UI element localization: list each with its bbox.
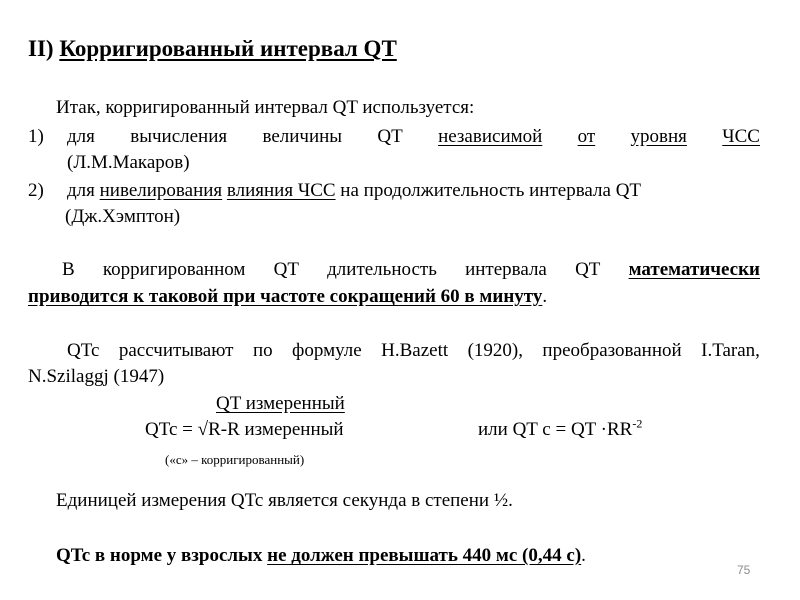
para2-word: формуле xyxy=(292,340,362,361)
unit-line: Единицей измерения QTc является секунда в степени ½. xyxy=(56,490,513,511)
para1-line1 xyxy=(62,258,760,282)
formula-alternative xyxy=(478,418,642,442)
formula-alt-text: или QT c = QT ·RR xyxy=(478,419,633,440)
list-item-1-line xyxy=(67,125,760,149)
list-item-2-underlined-2: влияния ЧСС xyxy=(226,180,336,201)
list-item-1-underlined-word: от xyxy=(577,126,596,147)
title-prefix: II) xyxy=(28,36,54,61)
formula-denominator: R-R измеренный xyxy=(208,419,344,440)
para1-word: В xyxy=(62,259,75,280)
title-text: Корригированный интервал QT xyxy=(59,36,397,61)
para1-word: QT xyxy=(575,259,601,280)
norm-line xyxy=(56,544,586,568)
norm-bold-underlined: не должен превышать 440 мс (0,44 с) xyxy=(267,545,582,566)
para2-line1 xyxy=(67,339,760,363)
para1-end: . xyxy=(542,286,548,307)
para2-line2: N.Szilaggj (1947) xyxy=(28,366,165,387)
list-item-1-underlined-word: ЧСС xyxy=(722,126,760,147)
para2-word: рассчитывают xyxy=(118,340,234,361)
formula-alt-exponent: -2 xyxy=(632,416,643,431)
norm-end: . xyxy=(581,545,586,566)
page-number: 75 xyxy=(737,563,751,577)
page-title xyxy=(28,36,397,62)
para2-word: QTc xyxy=(67,340,100,361)
intro-line: Итак, корригированный интервал QT используется: xyxy=(56,97,475,118)
para1-word: интервала xyxy=(465,259,547,280)
para2-word: H.Bazett xyxy=(381,340,449,361)
formula-numerator: QT измеренный xyxy=(216,393,345,414)
para1-bold-underlined-1: математически xyxy=(628,259,760,280)
list-item-2-continuation: (Дж.Хэмптон) xyxy=(65,206,181,227)
sqrt-icon: √ xyxy=(197,419,209,440)
formula-main xyxy=(145,418,344,442)
para2-word: по xyxy=(252,340,273,361)
list-item-1-number: 1) xyxy=(28,126,44,147)
list-item-1-word: величины xyxy=(262,126,343,147)
list-item-1-word: QT xyxy=(377,126,403,147)
list-item-2-line xyxy=(67,179,641,203)
para1-bold-underlined-2: приводится к таковой при частоте сокращений 60 в минуту xyxy=(28,286,543,307)
list-item-1-underlined-word: независимой xyxy=(438,126,543,147)
norm-bold-start: QTc в норме у взрослых xyxy=(56,545,268,566)
para2-word: преобразованной xyxy=(542,340,682,361)
list-item-1-continuation: (Л.М.Макаров) xyxy=(67,152,190,173)
list-item-2-rest: на продолжительность интервала QT xyxy=(340,180,642,201)
para2-word: I.Taran, xyxy=(701,340,760,361)
formula-note: («c» – корригированный) xyxy=(165,452,305,467)
para1-line2 xyxy=(28,285,547,309)
list-item-2-number: 2) xyxy=(28,180,44,201)
list-item-2-word: для xyxy=(67,180,95,201)
formula-lhs: QTc = xyxy=(145,419,198,440)
list-item-1-word: вычисления xyxy=(130,126,228,147)
para2-word: (1920), xyxy=(467,340,523,361)
para1-word: корригированном xyxy=(102,259,246,280)
para1-word: длительность xyxy=(327,259,437,280)
list-item-1-underlined-word: уровня xyxy=(630,126,687,147)
list-item-1-word: для xyxy=(67,126,95,147)
list-item-2-underlined-1: нивелирования xyxy=(99,180,223,201)
para1-word: QT xyxy=(273,259,299,280)
